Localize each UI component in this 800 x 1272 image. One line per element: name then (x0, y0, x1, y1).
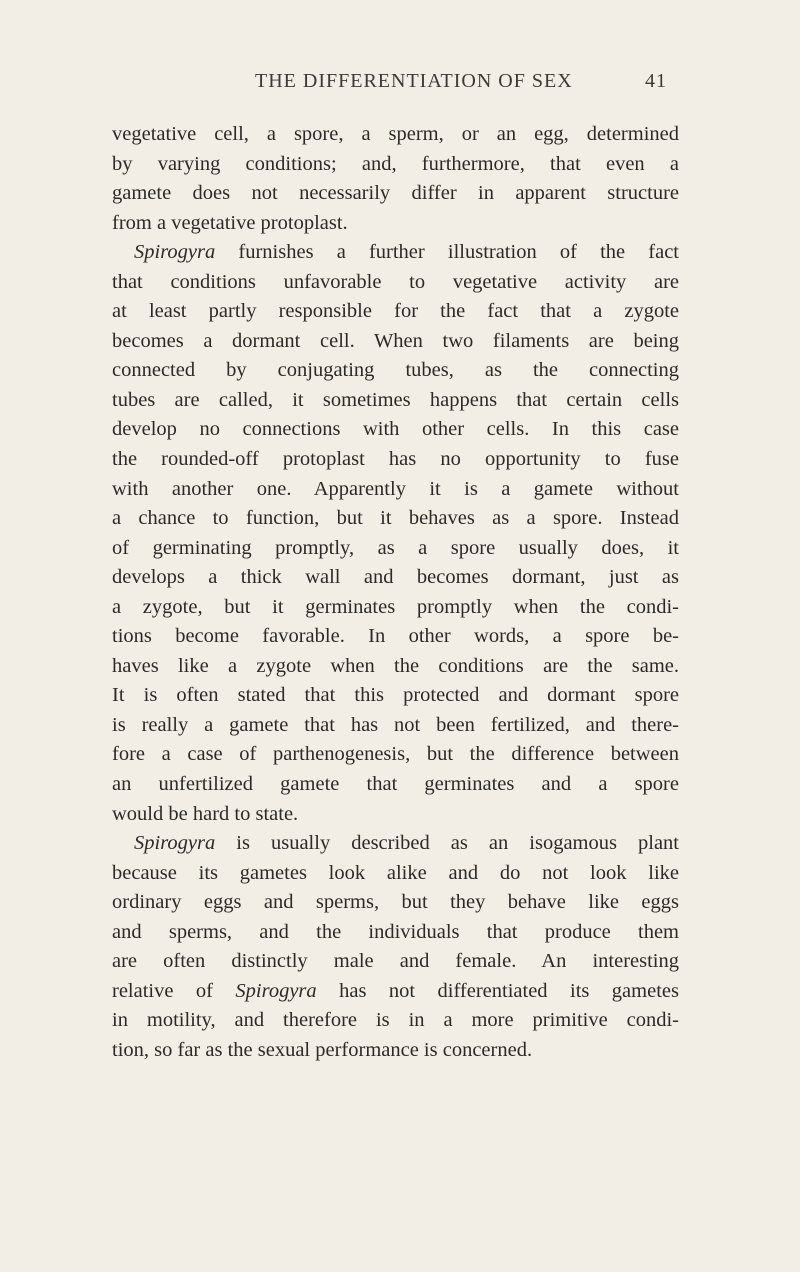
text-line: ordinary eggs and sperms, but they behave like eggs (112, 891, 679, 914)
text-line: a zygote, but it germinates promptly when the condi- (112, 595, 679, 618)
text-line: that conditions unfavorable to vegetative activity are (112, 270, 679, 293)
text-line: a chance to function, but it behaves as a spore. Instead (112, 507, 679, 530)
text-line: haves like a zygote when the conditions are the same. (112, 654, 679, 677)
text-line: vegetative cell, a spore, a sperm, or an egg, determined (112, 123, 679, 145)
text-line: and sperms, and the individuals that produce them (112, 920, 679, 943)
text-line: tion, so far as the sexual performance is concerned. (112, 1038, 533, 1061)
text-line: from a vegetative protoplast. (112, 211, 348, 234)
text-line: gamete does not necessarily differ in apparent structure (112, 182, 679, 205)
text-fragment: furnishes a further illustration of the fact (215, 241, 679, 264)
text-line: would be hard to state. (112, 802, 299, 825)
text-fragment: is usually described as an isogamous plant (215, 832, 679, 855)
text-line: fore a case of parthenogenesis, but the difference between (112, 743, 679, 766)
text-line: connected by conjugating tubes, as the connecting (112, 359, 679, 382)
text-fragment: has not differentiated its gametes (316, 979, 679, 1002)
running-title: THE DIFFERENTIATION OF SEX (255, 70, 573, 92)
text-fragment: relative of (112, 979, 236, 1002)
body-text (112, 120, 679, 1066)
text-line (112, 977, 679, 1007)
text-line: develop no connections with other cells. In this case (112, 418, 679, 441)
text-line: because its gametes look alike and do not look like (112, 861, 679, 884)
italic-term: Spirogyra (134, 241, 216, 264)
text-line (112, 238, 679, 268)
text-line: with another one. Apparently it is a gamete without (112, 477, 679, 500)
running-head (255, 70, 675, 100)
italic-term: Spirogyra (134, 832, 216, 855)
text-line: It is often stated that this protected and dormant spore (112, 684, 679, 707)
text-line: is really a gamete that has not been fertilized, and there- (112, 713, 679, 736)
text-line: develops a thick wall and becomes dormant, just as (112, 566, 679, 589)
text-line: the rounded-off protoplast has no opportunity to fuse (112, 448, 679, 471)
text-line: by varying conditions; and, furthermore, that even a (112, 152, 679, 175)
text-line: are often distinctly male and female. An interesting (112, 950, 679, 973)
text-line (112, 829, 679, 859)
text-line: in motility, and therefore is in a more primitive condi- (112, 1009, 679, 1032)
text-line: tubes are called, it sometimes happens that certain cells (112, 388, 679, 411)
text-line: at least partly responsible for the fact that a zygote (112, 300, 679, 323)
italic-term: Spirogyra (235, 979, 317, 1002)
page-number: 41 (645, 70, 667, 92)
text-line: of germinating promptly, as a spore usually does, it (112, 536, 679, 559)
text-line: tions become favorable. In other words, a spore be- (112, 625, 679, 648)
text-line: becomes a dormant cell. When two filaments are being (112, 329, 679, 352)
text-line: an unfertilized gamete that germinates and a spore (112, 773, 679, 796)
